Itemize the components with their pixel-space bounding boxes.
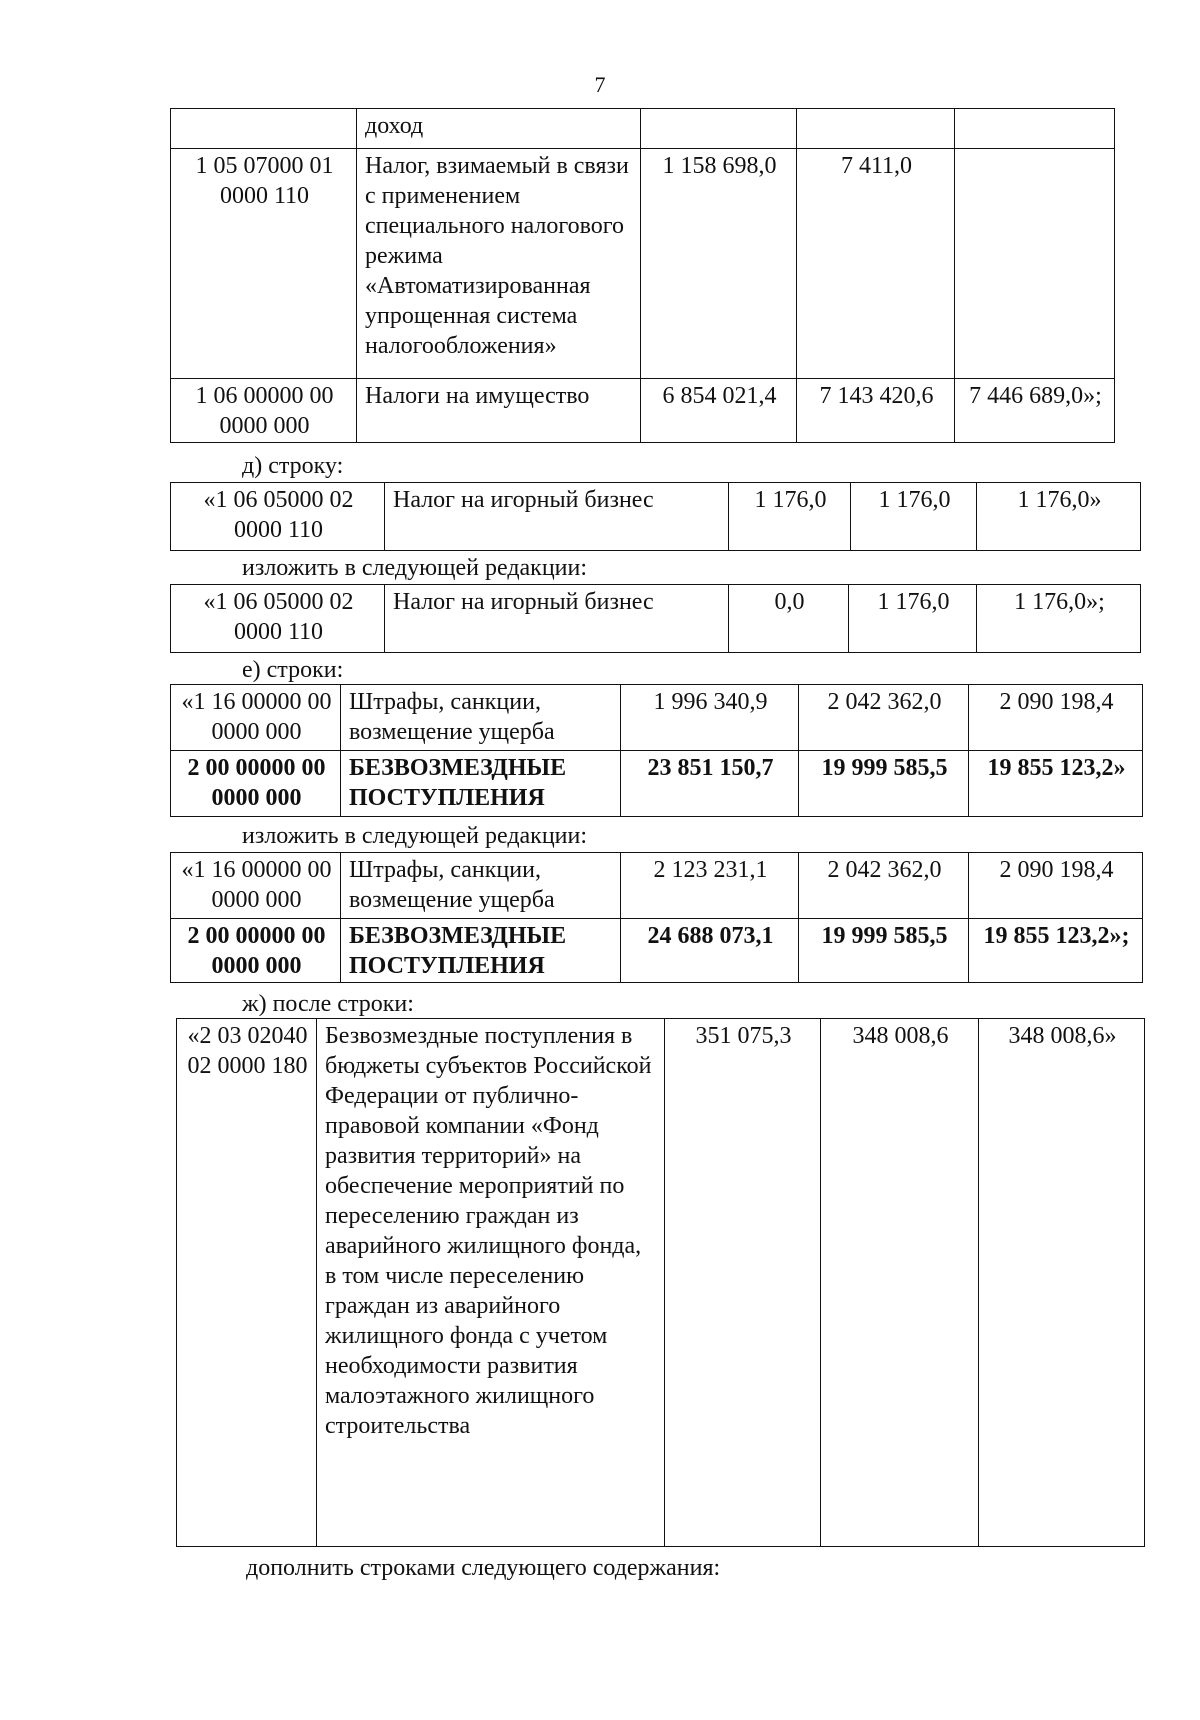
code-cell: «1 16 00000 00 0000 000 xyxy=(171,853,341,919)
value-cell: 1 176,0» xyxy=(977,483,1141,551)
value-cell: 19 999 585,5 xyxy=(799,751,969,817)
name-cell: Налоги на имущество xyxy=(357,379,641,443)
value-cell: 1 176,0 xyxy=(851,483,977,551)
caption-d: д) строку: xyxy=(242,453,344,479)
name-cell: Налог на игорный бизнес xyxy=(385,585,729,653)
table-row xyxy=(171,149,1115,379)
code-cell: 2 00 00000 00 0000 000 xyxy=(171,919,341,983)
value-cell: 2 042 362,0 xyxy=(799,853,969,919)
caption-add: дополнить строками следующего содержания: xyxy=(246,1555,721,1581)
value-cell: 0,0 xyxy=(729,585,849,653)
table-gambling-old xyxy=(170,482,1141,551)
table-row xyxy=(171,483,1141,551)
value-cell: 2 123 231,1 xyxy=(621,853,799,919)
caption-new-edition-1: изложить в следующей редакции: xyxy=(242,555,588,581)
table-row xyxy=(171,919,1143,983)
name-cell: Безвозмездные поступления в бюджеты субъектов Российской Федерации от публично-правовой компании «Фонд развития территорий» на обеспечение мероприятий по переселению граждан из аварийного жилищного фонда, в том числе переселению граждан из аварийного жилищного фонда с учетом необходимости развития малоэтажного жилищного строительства xyxy=(317,1019,665,1547)
value-cell xyxy=(797,109,955,149)
code-cell: 1 05 07000 01 0000 110 xyxy=(171,149,357,379)
code-cell: 2 00 00000 00 0000 000 xyxy=(171,751,341,817)
name-cell: Налог на игорный бизнес xyxy=(385,483,729,551)
name-cell: Налог, взимаемый в связи с применением специального налогового режима «Автоматизированная упрощенная система налогообложения» xyxy=(357,149,641,379)
value-cell xyxy=(955,149,1115,379)
value-cell: 19 999 585,5 xyxy=(799,919,969,983)
value-cell: 23 851 150,7 xyxy=(621,751,799,817)
table-row xyxy=(171,379,1115,443)
value-cell: 7 411,0 xyxy=(797,149,955,379)
value-cell: 2 042 362,0 xyxy=(799,685,969,751)
name-cell: доход xyxy=(357,109,641,149)
code-cell xyxy=(171,109,357,149)
table-fines-new xyxy=(170,852,1143,983)
value-cell: 1 158 698,0 xyxy=(641,149,797,379)
value-cell: 1 176,0 xyxy=(849,585,977,653)
name-cell: БЕЗВОЗМЕЗДНЫЕ ПОСТУПЛЕНИЯ xyxy=(341,919,621,983)
name-cell: Штрафы, санкции, возмещение ущерба xyxy=(341,685,621,751)
value-cell: 348 008,6» xyxy=(979,1019,1145,1547)
value-cell: 348 008,6 xyxy=(821,1019,979,1547)
caption-zh: ж) после строки: xyxy=(242,991,414,1017)
page-number: 7 xyxy=(594,72,606,97)
caption-e: е) строки: xyxy=(242,657,344,683)
value-cell: 24 688 073,1 xyxy=(621,919,799,983)
value-cell: 1 996 340,9 xyxy=(621,685,799,751)
table-row xyxy=(171,685,1143,751)
table-taxes xyxy=(170,108,1115,443)
value-cell: 351 075,3 xyxy=(665,1019,821,1547)
value-cell: 19 855 123,2» xyxy=(969,751,1143,817)
table-row xyxy=(171,751,1143,817)
table-row xyxy=(171,585,1141,653)
value-cell xyxy=(641,109,797,149)
value-cell: 1 176,0»; xyxy=(977,585,1141,653)
table-fines-old xyxy=(170,684,1143,817)
table-row xyxy=(171,109,1115,149)
value-cell: 7 446 689,0»; xyxy=(955,379,1115,443)
caption-new-edition-2: изложить в следующей редакции: xyxy=(242,823,588,849)
name-cell: БЕЗВОЗМЕЗДНЫЕ ПОСТУПЛЕНИЯ xyxy=(341,751,621,817)
table-row xyxy=(171,853,1143,919)
code-cell: 1 06 00000 00 0000 000 xyxy=(171,379,357,443)
code-cell: «1 06 05000 02 0000 110 xyxy=(171,585,385,653)
table-row xyxy=(177,1019,1145,1547)
table-grants xyxy=(176,1018,1145,1547)
value-cell xyxy=(955,109,1115,149)
code-cell: «1 06 05000 02 0000 110 xyxy=(171,483,385,551)
value-cell: 2 090 198,4 xyxy=(969,685,1143,751)
value-cell: 1 176,0 xyxy=(729,483,851,551)
table-gambling-new xyxy=(170,584,1141,653)
code-cell: «1 16 00000 00 0000 000 xyxy=(171,685,341,751)
name-cell: Штрафы, санкции, возмещение ущерба xyxy=(341,853,621,919)
value-cell: 7 143 420,6 xyxy=(797,379,955,443)
value-cell: 6 854 021,4 xyxy=(641,379,797,443)
value-cell: 19 855 123,2»; xyxy=(969,919,1143,983)
value-cell: 2 090 198,4 xyxy=(969,853,1143,919)
code-cell: «2 03 02040 02 0000 180 xyxy=(177,1019,317,1547)
